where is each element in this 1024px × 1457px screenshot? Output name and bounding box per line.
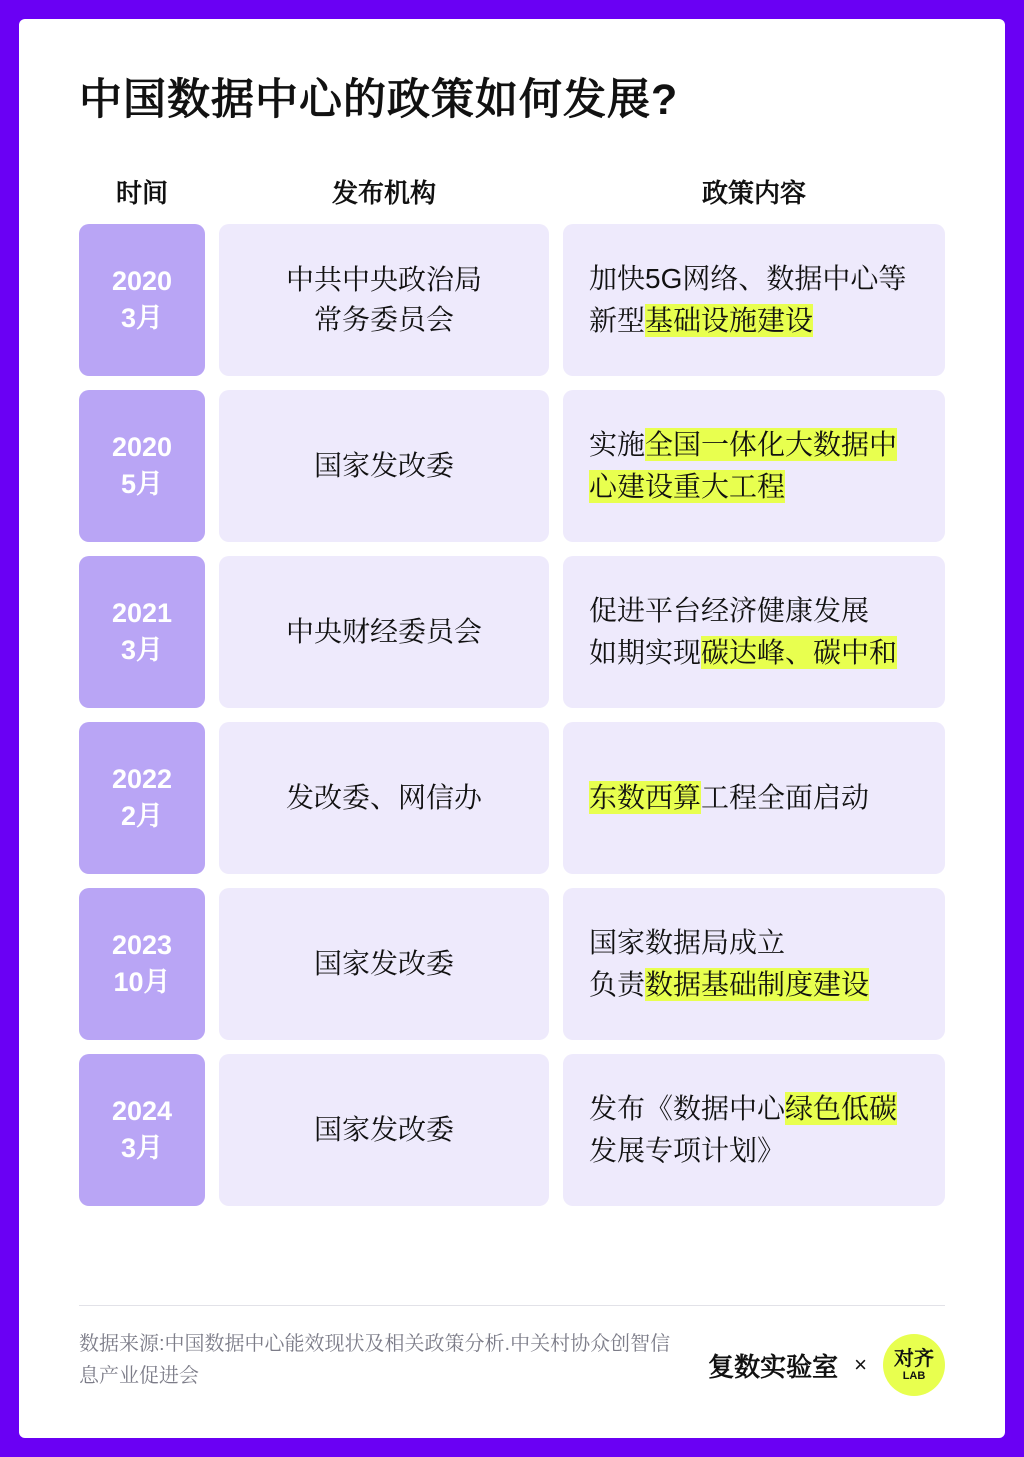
policy-highlight: 绿色低碳 xyxy=(785,1092,898,1124)
table-row xyxy=(79,888,945,1040)
cell-policy xyxy=(563,556,945,708)
table-row xyxy=(79,1054,945,1206)
table-row xyxy=(79,556,945,708)
cell-time xyxy=(79,224,205,376)
poster-card xyxy=(19,19,1005,1438)
policy-text: 促进平台经济健康发展 如期实现碳达峰、碳中和 xyxy=(589,594,898,668)
org-text: 国家发改委 xyxy=(313,450,454,481)
cell-policy xyxy=(563,1054,945,1206)
policy-text: 国家数据局成立 负责数据基础制度建设 xyxy=(589,926,870,1000)
row-month: 3月 xyxy=(120,302,164,333)
org-text: 国家发改委 xyxy=(313,1114,454,1145)
policy-text: 实施全国一体化大数据中 心建设重大工程 xyxy=(589,428,898,502)
logo-bottom-text: LAB xyxy=(902,1369,926,1382)
row-month: 5月 xyxy=(120,468,164,499)
column-header-policy: 政策内容 xyxy=(701,177,806,208)
brand-separator: × xyxy=(854,1352,867,1377)
policy-highlight: 基础设施建设 xyxy=(645,304,814,336)
row-month: 2月 xyxy=(120,800,164,831)
source-note: 数据来源:中国数据中心能效现状及相关政策分析.中关村协众创智信息产业促进会 xyxy=(79,1333,671,1387)
row-year: 2024 xyxy=(111,1096,173,1127)
policy-highlight: 碳达峰、碳中和 xyxy=(701,636,898,668)
policy-highlight: 数据基础制度建设 xyxy=(645,968,870,1000)
column-header-org: 发布机构 xyxy=(331,177,436,208)
logo-top-text: 对齐 xyxy=(894,1347,934,1370)
row-year: 2020 xyxy=(111,266,173,297)
alignlab-logo-icon xyxy=(883,1334,945,1396)
cell-time xyxy=(79,888,205,1040)
page-title: 中国数据中心的政策如何发展? xyxy=(79,76,679,124)
policy-text: 东数西算工程全面启动 xyxy=(589,781,870,813)
footer xyxy=(79,1305,945,1396)
policy-highlight: 全国一体化大数据中 xyxy=(645,428,898,460)
cell-time xyxy=(79,1054,205,1206)
table-row xyxy=(79,390,945,542)
policy-table xyxy=(79,173,945,1206)
cell-policy xyxy=(563,722,945,874)
brand-name: 复数实验室 xyxy=(708,1351,839,1382)
policy-highlight: 东数西算 xyxy=(589,781,702,813)
policy-text: 加快5G网络、数据中心等 新型基础设施建设 xyxy=(589,262,907,336)
org-text: 国家发改委 xyxy=(313,948,454,979)
cell-time xyxy=(79,556,205,708)
table-row xyxy=(79,224,945,376)
row-month: 3月 xyxy=(120,634,164,665)
cell-time xyxy=(79,390,205,542)
table-header-row xyxy=(79,173,945,210)
table-row xyxy=(79,722,945,874)
row-year: 2021 xyxy=(111,598,173,629)
policy-highlight: 心建设重大工程 xyxy=(589,470,786,502)
cell-policy xyxy=(563,390,945,542)
brand-block xyxy=(708,1328,945,1396)
cell-org xyxy=(219,224,549,376)
cell-org xyxy=(219,390,549,542)
cell-org xyxy=(219,888,549,1040)
row-year: 2023 xyxy=(111,930,173,961)
row-year: 2022 xyxy=(111,764,173,795)
cell-time xyxy=(79,722,205,874)
cell-policy xyxy=(563,224,945,376)
row-year: 2020 xyxy=(111,432,173,463)
cell-org xyxy=(219,556,549,708)
org-text: 发改委、网信办 xyxy=(285,782,482,813)
row-month: 3月 xyxy=(120,1132,164,1163)
cell-policy xyxy=(563,888,945,1040)
column-header-time: 时间 xyxy=(115,177,168,208)
cell-org xyxy=(219,1054,549,1206)
cell-org xyxy=(219,722,549,874)
row-month: 10月 xyxy=(113,966,171,997)
policy-text: 发布《数据中心绿色低碳 发展专项计划》 xyxy=(589,1092,898,1166)
org-text: 中共中央政治局 常务委员会 xyxy=(285,264,482,335)
org-text: 中央财经委员会 xyxy=(285,616,482,647)
